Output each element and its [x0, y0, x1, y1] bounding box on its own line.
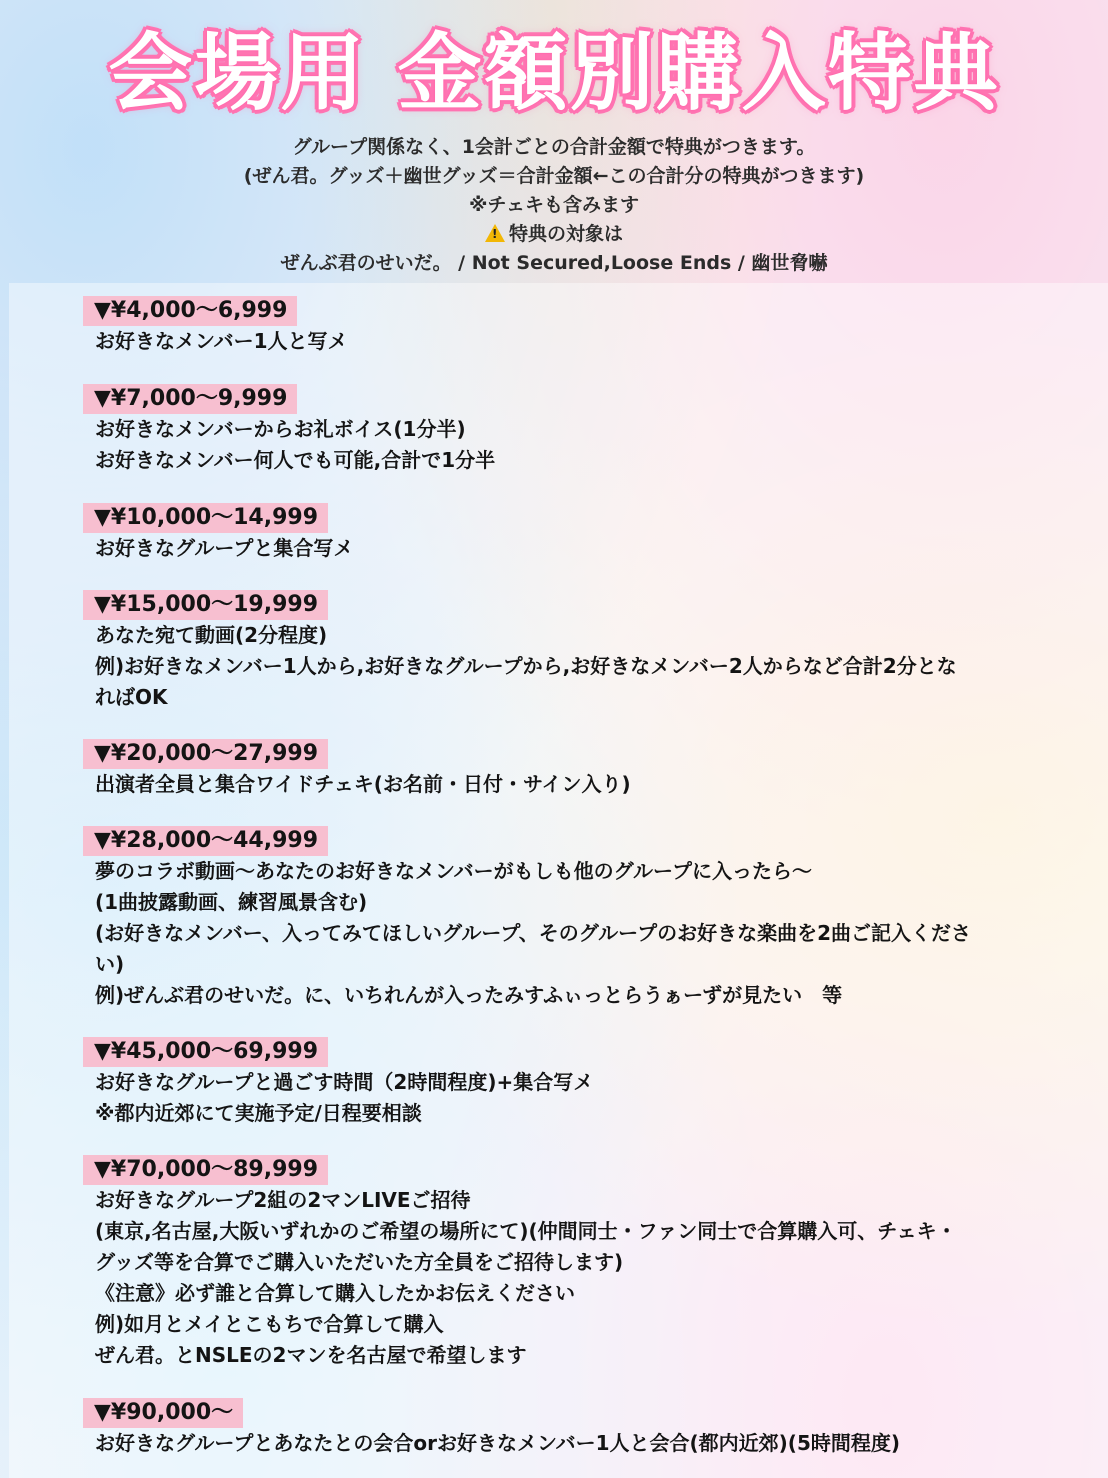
tier-line: お好きなメンバーからお礼ボイス(1分半) — [95, 417, 466, 441]
tier-line: 出演者全員と集合ワイドチェキ(お名前・日付・サイン入り) — [95, 772, 631, 796]
tier-line: 例)ぜんぶ君のせいだ。に、いちれんが入ったみすふぃっとらうぁーずが見たい 等 — [95, 983, 843, 1007]
intro-line: ぜんぶ君のせいだ。 / Not Secured,Loose Ends / 幽世脅嚇 — [280, 252, 828, 274]
tier-line: ぜん君。とNSLEの2マンを名古屋で希望します — [95, 1343, 527, 1367]
tier-item — [83, 826, 971, 1011]
header — [0, 0, 1108, 282]
tier-line: 夢のコラボ動画〜あなたのお好きなメンバーがもしも他のグループに入ったら〜 — [95, 859, 812, 883]
tier-line: 《注意》必ず誰と合算して購入したかお伝えください — [95, 1281, 575, 1305]
tier-line: (お好きなメンバー、入ってみてほしいグループ、そのグループのお好きな楽曲を2曲ご記入くださ — [95, 921, 972, 945]
intro-line — [0, 220, 1108, 249]
intro-line: (ぜん君。グッズ＋幽世グッズ＝合計金額←この合計分の特典がつきます) — [243, 165, 865, 187]
price-label: ▼¥4,000〜6,999 — [83, 296, 297, 326]
tier-line: お好きなグループと集合写メ — [95, 536, 354, 560]
tier-line: お好きなグループとあなたとの会合orお好きなメンバー1人と会合(都内近郊)(5時間程度) — [95, 1431, 900, 1455]
intro-line: ※チェキも含みます — [469, 194, 639, 216]
tier-line: 例)お好きなメンバー1人から,お好きなグループから,お好きなメンバー2人からなど合計2分とな — [95, 654, 957, 678]
tier-item — [83, 1155, 957, 1371]
tier-line: ればOK — [95, 685, 168, 709]
tier-item — [83, 1398, 900, 1459]
tier-line: 例)如月とメイとこもちで合算して購入 — [95, 1312, 444, 1336]
price-label: ▼¥10,000〜14,999 — [83, 503, 328, 533]
tier-line: い) — [95, 952, 125, 976]
tier-line: お好きなメンバー1人と写メ — [95, 329, 348, 353]
intro-warning-text: 特典の対象は — [508, 223, 623, 245]
tier-line: お好きなグループ2組の2マンLIVEご招待 — [95, 1188, 471, 1212]
price-label: ▼¥7,000〜9,999 — [83, 384, 297, 414]
tier-item — [83, 1037, 593, 1129]
tier-line: (東京,名古屋,大阪いずれかのご希望の場所にて)(仲間同士・ファン同士で合算購入可、チェキ・ — [95, 1219, 957, 1243]
tier-line: グッズ等を合算でご購入いただいた方全員をご招待します) — [95, 1250, 624, 1274]
tier-line: (1曲披露動画、練習風景含む) — [95, 890, 368, 914]
page-title: 会場用 金額別購入特典 — [108, 24, 1000, 122]
tier-item — [83, 739, 631, 800]
tier-line: ※都内近郊にて実施予定/日程要相談 — [95, 1101, 422, 1125]
warning-icon — [485, 224, 505, 242]
price-label: ▼¥15,000〜19,999 — [83, 590, 328, 620]
tier-item — [83, 503, 353, 564]
tier-line: お好きなグループと過ごす時間（2時間程度)+集合写メ — [95, 1070, 594, 1094]
price-label: ▼¥20,000〜27,999 — [83, 739, 328, 769]
intro-line: グループ関係なく、1会計ごとの合計金額で特典がつきます。 — [292, 136, 816, 158]
price-label: ▼¥90,000〜 — [83, 1398, 243, 1428]
tier-line: お好きなメンバー何人でも可能,合計で1分半 — [95, 448, 496, 472]
intro-text — [0, 133, 1108, 278]
price-label: ▼¥45,000〜69,999 — [83, 1037, 328, 1067]
price-label: ▼¥70,000〜89,999 — [83, 1155, 328, 1185]
tier-item — [83, 590, 957, 713]
tier-line: あなた宛て動画(2分程度) — [95, 623, 328, 647]
price-label: ▼¥28,000〜44,999 — [83, 826, 328, 856]
tier-item — [83, 296, 348, 357]
tier-item — [83, 384, 495, 476]
